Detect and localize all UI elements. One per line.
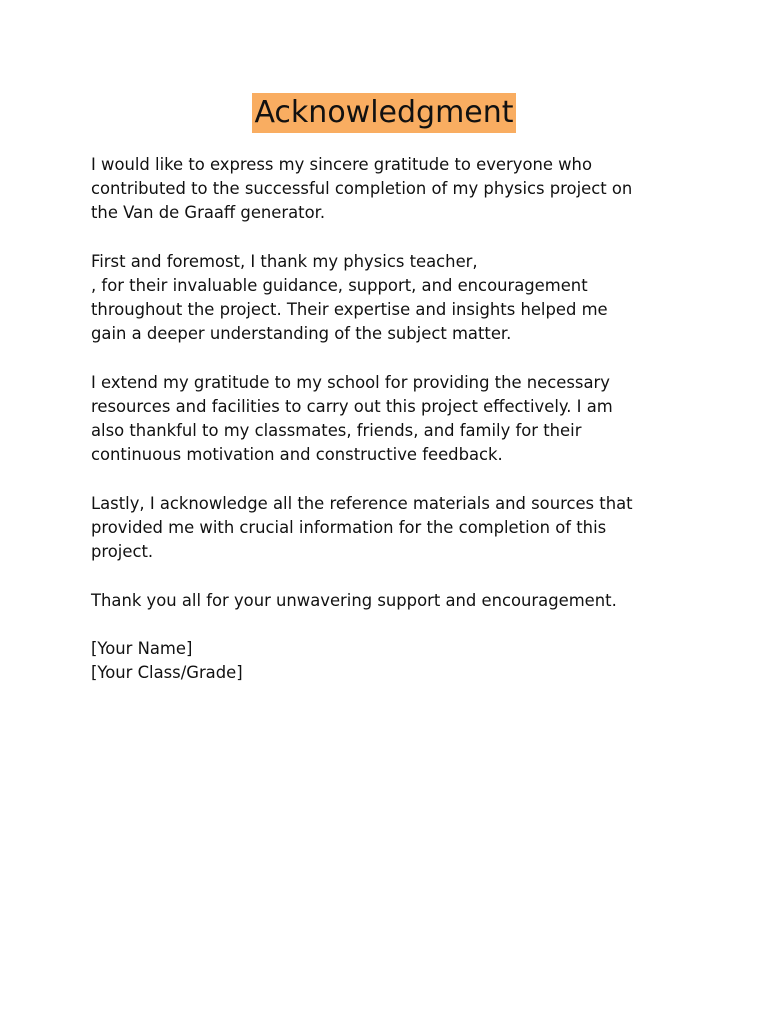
document-body — [91, 153, 691, 710]
name-placeholder: [Your Name] — [91, 638, 193, 658]
text-line: , for their invaluable guidance, support, and encouragement — [91, 276, 588, 295]
paragraph-gratitude — [91, 153, 691, 226]
text-line: provided me with crucial information for the completion of this — [91, 518, 607, 537]
text-line: project. — [91, 542, 154, 562]
text-line: Thank you all for your unwavering support and encouragement. — [91, 590, 617, 610]
signature-block — [91, 637, 691, 685]
text-line: also thankful to my classmates, friends, and family for their — [91, 421, 582, 441]
text-line: resources and facilities to carry out this project effectively. I am — [91, 397, 613, 416]
paragraph-references — [91, 492, 691, 565]
text-line: I extend my gratitude to my school for providing the necessary — [91, 372, 610, 392]
title-container — [0, 93, 768, 133]
page-title: Acknowledgment — [252, 93, 515, 133]
paragraph-thanks — [91, 589, 691, 613]
paragraph-school — [91, 371, 691, 468]
text-line: First and foremost, I thank my physics teacher, — [91, 251, 478, 271]
text-line: I would like to express my sincere gratitude to everyone who — [91, 155, 592, 174]
class-placeholder: [Your Class/Grade] — [91, 663, 243, 683]
text-line: the Van de Graaff generator. — [91, 203, 326, 223]
text-line: throughout the project. Their expertise and insights helped me — [91, 300, 608, 320]
text-line: Lastly, I acknowledge all the reference materials and sources that — [91, 493, 633, 513]
text-line: gain a deeper understanding of the subject matter. — [91, 324, 512, 344]
text-line: continuous motivation and constructive feedback. — [91, 445, 503, 465]
paragraph-teacher — [91, 250, 691, 347]
text-line: contributed to the successful completion of my physics project on — [91, 179, 633, 199]
